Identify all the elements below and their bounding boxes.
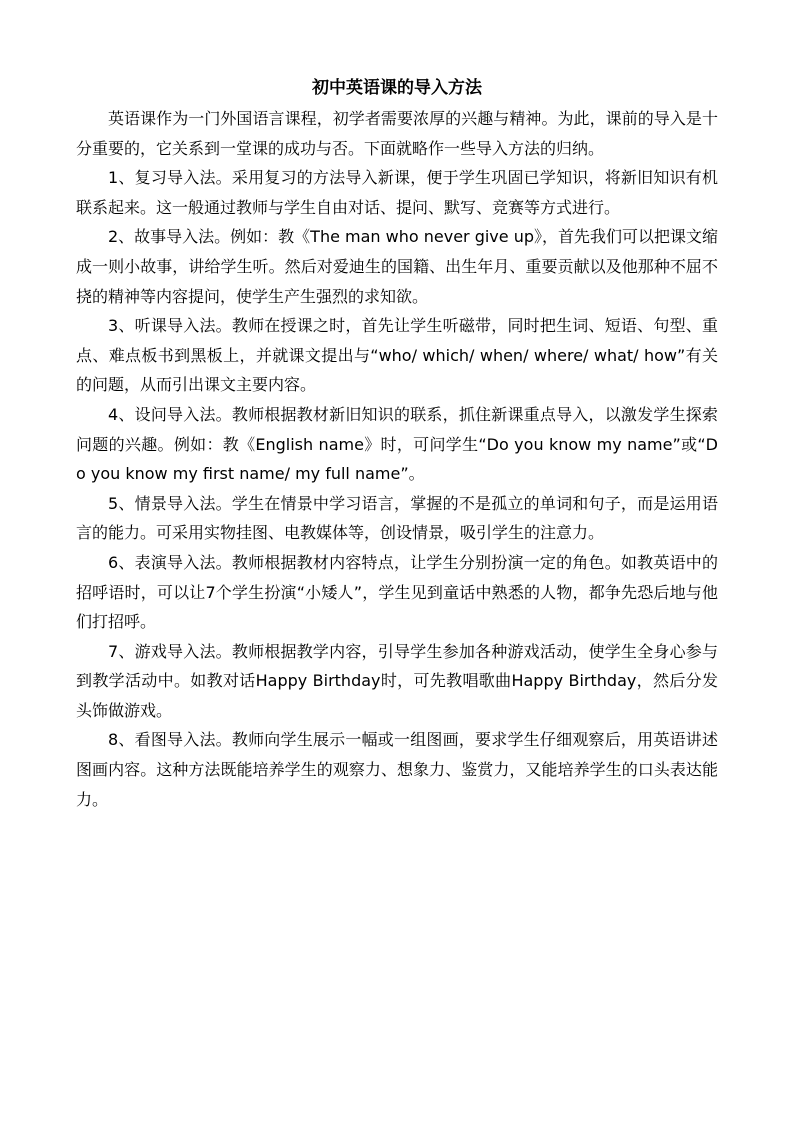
method-6-performance: 6、表演导入法。教师根据教材内容特点，让学生分别扮演一定的角色。如教英语中的招呼语时，可以让7个学生扮演“小矮人”，学生见到童话中熟悉的人物，都争先恐后地与他们打招呼。 — [76, 552, 718, 632]
method-3-listening: 3、听课导入法。教师在授课之时，首先让学生听磁带，同时把生词、短语、句型、重点、难点板书到黑板上，并就课文提出与“who/ which/ when/ where/ what/ how”有关的问题，从而引出课文主要内容。 — [76, 316, 718, 395]
intro-paragraph: 英语课作为一门外国语言课程，初学者需要浓厚的兴趣与精神。为此，课前的导入是十分重要的，它关系到一堂课的成功与否。下面就略作一些导入方法的归纳。 — [76, 109, 718, 158]
method-4-questioning: 4、设问导入法。教师根据教材新旧知识的联系，抓住新课重点导入，以激发学生探索问题的兴趣。例如：教《English name》时，可问学生“Do you know my name”或“Do you know my first name/ my full name”。 — [76, 404, 718, 484]
method-5-situation: 5、情景导入法。学生在情景中学习语言，掌握的不是孤立的单词和句子，而是运用语言的能力。可采用实物挂图、电教媒体等，创设情景，吸引学生的注意力。 — [76, 493, 718, 543]
method-1-review: 1、复习导入法。采用复习的方法导入新课，便于学生巩固已学知识，将新旧知识有机联系起来。这一般通过教师与学生自由对话、提问、默写、竞赛等方式进行。 — [76, 168, 718, 217]
method-7-game: 7、游戏导入法。教师根据教学内容，引导学生参加各种游戏活动，使学生全身心参与到教学活动中。如教对话Happy Birthday时，可先教唱歌曲Happy Birthday，然后分发头饰做游戏。 — [76, 641, 718, 720]
method-2-story: 2、故事导入法。例如：教《The man who never give up》，首先我们可以把课文缩成一则小故事，讲给学生听。然后对爱迪生的国籍、出生年月、重要贡献以及他那种不屈不挠的精神等内容提问，使学生产生强烈的求知欲。 — [76, 227, 719, 306]
document-page — [76, 76, 718, 814]
method-8-picture: 8、看图导入法。教师向学生展示一幅或一组图画，要求学生仔细观察后，用英语讲述图画内容。这种方法既能培养学生的观察力、想象力、鉴赏力，又能培养学生的口头表达能力。 — [76, 730, 718, 809]
document-title: 初中英语课的导入方法 — [312, 78, 482, 98]
